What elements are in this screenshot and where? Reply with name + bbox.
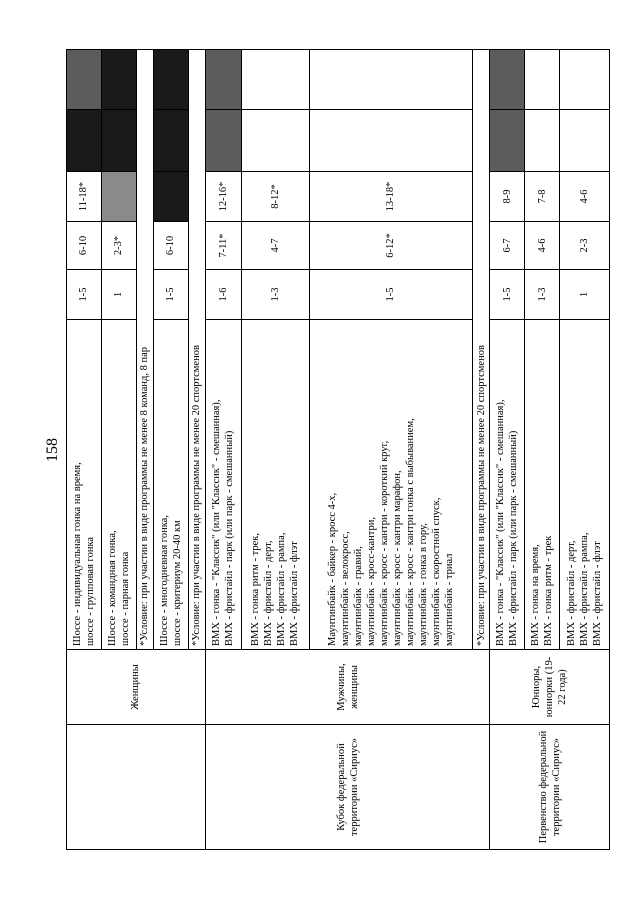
event-line: маунтинбайк - велокросс, — [339, 531, 351, 646]
condition-cell: *Условие: при участии в виде программы не менее 8 команд, 8 пар — [136, 50, 153, 650]
event-line: маунтинбайк - кросс - кантри гонка с выбыванием, — [404, 418, 416, 646]
places-cell: 1-5 — [153, 270, 188, 320]
event-line: ВМХ - гонка на время, — [530, 544, 542, 646]
event-line: ВМХ - фристайл - флэт — [289, 541, 301, 646]
shaded-cell — [153, 110, 188, 172]
places-cell: 1-6 — [205, 270, 241, 320]
event-line: Шоссе - многодневная гонка, — [158, 515, 170, 646]
page-number: 158 — [44, 438, 61, 462]
places-cell: 6-12* — [309, 222, 473, 270]
places-cell: 6-7 — [490, 222, 525, 270]
places-cell: 7-11* — [205, 222, 241, 270]
places-cell — [101, 172, 136, 222]
places-cell: 6-10 — [67, 222, 102, 270]
shaded-cell — [67, 50, 102, 110]
condition-cell: *Условие: при участии в виде программы не менее 20 спортсменов — [473, 50, 490, 650]
event-line: шоссе - парная гонка — [119, 551, 131, 646]
event-line: маунтинбайк - гонка в гору, — [417, 523, 429, 646]
places-cell: 4-6 — [560, 172, 610, 222]
participants-cell: Юниоры, юниорки (19-22 года) — [490, 650, 610, 725]
event-line: ВМХ - гонка ритм - трек — [543, 535, 555, 646]
event-line: ВМХ - фристайл - парк (или парк - смешанный) — [508, 430, 520, 646]
event-line: Шоссе - командная гонка, — [106, 530, 118, 646]
table-row — [490, 50, 525, 850]
events-cell — [560, 320, 610, 650]
places-cell: 1 — [101, 270, 136, 320]
event-line: ВМХ - фристайл - дерт, — [566, 540, 578, 646]
places-cell: 11-18* — [67, 172, 102, 222]
shaded-cell — [67, 110, 102, 172]
shaded-cell — [205, 50, 241, 110]
events-cell — [205, 320, 241, 650]
competition-cell: Первенство федеральной территории «Сириус» — [490, 725, 610, 850]
event-line: ВМХ - фристайл - парк (или парк - смешанный) — [224, 430, 236, 646]
places-cell: 2-3 — [560, 222, 610, 270]
event-line: шоссе - критериум 20-40 км — [171, 520, 183, 646]
event-line: маунтинбайк - скоростной спуск, — [430, 497, 442, 646]
events-cell — [241, 320, 309, 650]
ranking-table-rotated — [66, 50, 610, 850]
empty-cell — [241, 110, 309, 172]
empty-cell — [525, 50, 560, 110]
places-cell: 1 — [560, 270, 610, 320]
events-cell — [101, 320, 136, 650]
empty-cell — [309, 110, 473, 172]
event-line: ВМХ - фристайл - рампа, — [276, 532, 288, 646]
places-cell: 4-7 — [241, 222, 309, 270]
places-cell — [153, 172, 188, 222]
places-cell: 4-6 — [525, 222, 560, 270]
event-line: шоссе - групповая гонка — [84, 536, 96, 646]
event-line: маунтинбайк - кросс - кантри марафон, — [391, 470, 403, 646]
empty-cell — [309, 50, 473, 110]
places-cell: 13-18* — [309, 172, 473, 222]
events-cell — [309, 320, 473, 650]
places-cell: 1-5 — [309, 270, 473, 320]
event-line: ВМХ - гонка ритм - трек, — [250, 532, 262, 646]
participants-cell: Женщины — [67, 650, 206, 725]
event-line: Шоссе - индивидуальная гонка на время, — [71, 462, 83, 646]
empty-cell — [560, 110, 610, 172]
table-row — [67, 50, 102, 850]
competition-cell: Кубок федеральной территории «Сириус» — [205, 725, 489, 850]
shaded-cell — [205, 110, 241, 172]
events-cell — [153, 320, 188, 650]
empty-cell — [560, 50, 610, 110]
shaded-cell — [490, 110, 525, 172]
empty-cell — [241, 50, 309, 110]
event-line: маунтинбайк - триал — [443, 553, 455, 646]
event-line: ВМХ - фристайл - дерт, — [263, 540, 275, 646]
event-line: маунтинбайк - кросс - кантри - короткий круг, — [378, 440, 390, 646]
places-cell: 2-3* — [101, 222, 136, 270]
places-cell: 6-10 — [153, 222, 188, 270]
events-cell — [490, 320, 525, 650]
event-line: ВМХ - гонка - "Классик" (или "Классик" - смешанная), — [211, 399, 223, 646]
events-cell — [525, 320, 560, 650]
event-line: маунтинбайк - кросс-кантри, — [365, 517, 377, 646]
participants-cell: Мужчины, женщины — [205, 650, 489, 725]
event-line: ВМХ - гонка - "Классик" (или "Классик" - смешанная), — [495, 399, 507, 646]
places-cell: 7-8 — [525, 172, 560, 222]
ranking-table — [66, 49, 610, 850]
competition-cell — [67, 725, 206, 850]
places-cell: 8-9 — [490, 172, 525, 222]
event-line: ВМХ - фристайл - рампа, — [579, 532, 591, 646]
shaded-cell — [101, 110, 136, 172]
places-cell: 1-3 — [525, 270, 560, 320]
places-cell: 1-3 — [241, 270, 309, 320]
places-cell: 12-16* — [205, 172, 241, 222]
table-row — [205, 50, 241, 850]
condition-cell: *Условие: при участии в виде программы не менее 20 спортсменов — [188, 50, 205, 650]
places-cell: 1-5 — [490, 270, 525, 320]
events-cell — [67, 320, 102, 650]
event-line: маунтинбайк - гравий, — [352, 546, 364, 646]
shaded-cell — [153, 50, 188, 110]
places-cell: 8-12* — [241, 172, 309, 222]
event-line: Маунтинбайк - байкер - кросс 4-х, — [326, 492, 338, 646]
empty-cell — [525, 110, 560, 172]
shaded-cell — [490, 50, 525, 110]
event-line: ВМХ - фристайл - флэт — [592, 541, 604, 646]
shaded-cell — [101, 50, 136, 110]
places-cell: 1-5 — [67, 270, 102, 320]
